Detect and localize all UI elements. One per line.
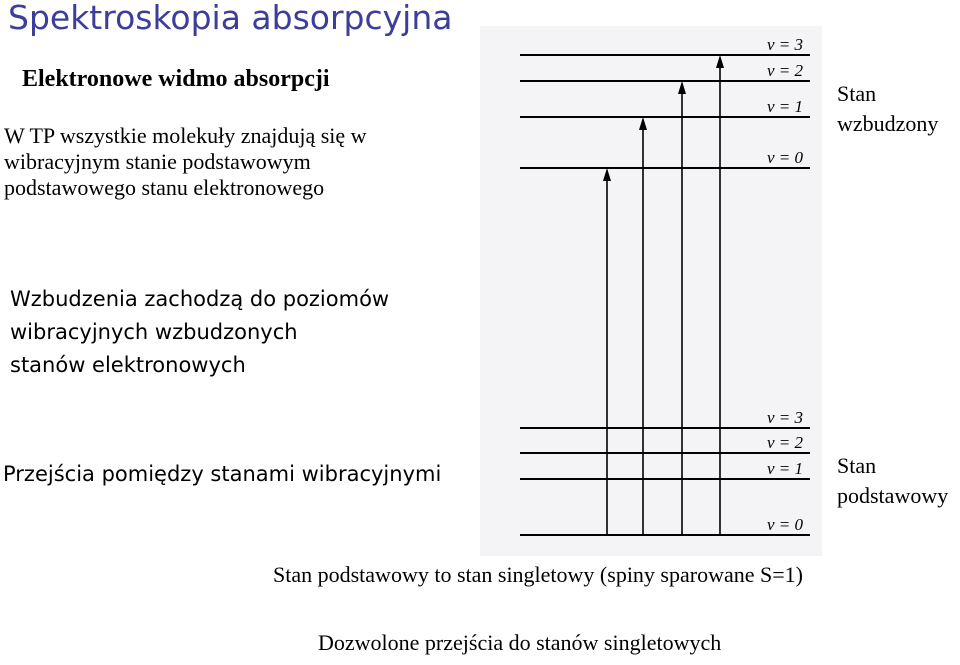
excited-state-label xyxy=(837,79,938,139)
allowed-transitions-note: Dozwolone przejścia do stanów singletowych xyxy=(318,630,722,655)
upper-level-label: v = 2 xyxy=(767,61,804,80)
state-label-line: Stan xyxy=(837,81,877,106)
ground-state-label xyxy=(837,451,948,511)
page-title: Spektroskopia absorpcyjna xyxy=(8,0,453,37)
transitions-description: Przejścia pomiędzy stanami wibracyjnymi xyxy=(3,462,442,486)
lower-level-label: v = 0 xyxy=(767,515,804,534)
description-line: podstawowego stanu elektronowego xyxy=(4,175,325,200)
state-label-line: podstawowy xyxy=(837,483,949,508)
lower-level-label: v = 2 xyxy=(767,433,804,452)
lower-level-label: v = 3 xyxy=(767,408,804,427)
lower-level-label: v = 1 xyxy=(767,459,804,478)
section-subtitle: Elektronowe widmo absorpcji xyxy=(22,66,330,92)
singlet-ground-state-note: Stan podstawowy to stan singletowy (spiny sparowane S=1) xyxy=(273,562,803,587)
ground-state-description xyxy=(4,123,367,201)
excitation-description xyxy=(10,283,389,382)
upper-level-label: v = 0 xyxy=(767,148,804,167)
description-line: wibracyjnym stanie podstawowym xyxy=(4,149,311,174)
state-label-line: wzbudzony xyxy=(837,111,939,136)
energy-level-diagram xyxy=(480,26,822,556)
description-line: stanów elektronowych xyxy=(10,353,246,377)
description-line: Wzbudzenia zachodzą do poziomów xyxy=(10,287,390,311)
upper-level-label: v = 3 xyxy=(767,35,804,54)
description-line: wibracyjnych wzbudzonych xyxy=(10,320,298,344)
description-line: W TP wszystkie molekuły znajdują się w xyxy=(4,123,367,148)
state-label-line: Stan xyxy=(837,453,877,478)
upper-level-label: v = 1 xyxy=(767,97,804,116)
